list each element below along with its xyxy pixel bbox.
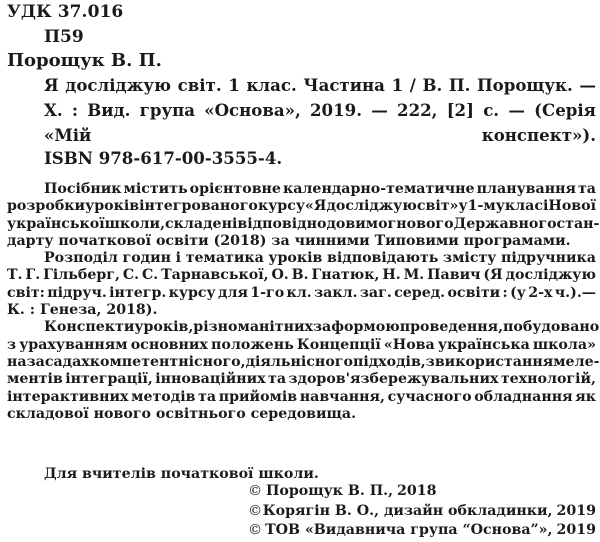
text-line (7, 250, 596, 267)
word: положень (211, 336, 294, 353)
word: уроків, (134, 319, 194, 336)
word: Гнатюк, (311, 267, 380, 284)
word: : (71, 100, 79, 120)
word: побудовано (503, 319, 600, 336)
word: «Основа», (204, 100, 301, 120)
text-line (7, 198, 596, 215)
text-line: складової нового освітнього середовища. (7, 405, 357, 422)
word: уроків (268, 250, 323, 267)
copyright-year: 2018 (397, 483, 437, 499)
biblio-line (44, 123, 596, 148)
word: кл. (286, 284, 312, 301)
word: прийомів (218, 388, 298, 405)
word: В. (422, 75, 443, 95)
word: група (139, 100, 195, 120)
word: курсу (168, 284, 216, 301)
word: Вид. (87, 100, 131, 120)
text-line: К. : Генеза, 2018). (7, 302, 158, 319)
copyright-icon: © (248, 483, 263, 499)
copyright-year: 2019 (556, 522, 596, 538)
text-line (7, 319, 600, 336)
word: проведення, (399, 319, 504, 336)
word: курсу (257, 198, 305, 215)
text-line: дарту початкової освіти (2018) за чинними Типовими програмами. (7, 232, 571, 249)
word: складені (165, 215, 238, 232)
word: містить (123, 181, 188, 197)
word: Я (44, 75, 59, 95)
word: інтегр. (109, 284, 167, 301)
word: урахуванням (19, 336, 128, 353)
text-line (7, 267, 596, 284)
bibliographic-description (44, 73, 596, 148)
word: орієнтовне (189, 181, 281, 197)
word: / (409, 75, 416, 95)
word: інтерактивних (7, 388, 129, 405)
word: сучасного (387, 388, 472, 405)
word: українська (437, 336, 530, 353)
word: Гільберг, (43, 267, 120, 284)
word: освіти (447, 284, 501, 301)
word: Концепції (296, 336, 381, 353)
word: уроків (85, 198, 140, 215)
text-line (7, 285, 596, 302)
word: до (326, 215, 346, 232)
word: використанням (434, 353, 566, 370)
word: (Я (483, 267, 503, 284)
word: підруч. (47, 284, 107, 301)
word: М. (403, 267, 425, 284)
word: для (217, 284, 248, 301)
word: «Мій (44, 125, 92, 145)
word: формою (331, 319, 400, 336)
text-line (7, 353, 600, 371)
word: В. (291, 267, 309, 284)
word: як (575, 388, 596, 405)
word: клас. (246, 75, 297, 95)
word: підходів, (352, 353, 426, 370)
word: Посібник (44, 181, 122, 197)
word: еле- (565, 353, 600, 370)
word: та (268, 371, 287, 388)
word: стан- (556, 215, 600, 232)
annotation-paragraph-2 (7, 250, 596, 319)
word: [2] (446, 100, 474, 120)
word: з (7, 336, 17, 353)
word: Розподіл (44, 250, 118, 267)
word: — (508, 100, 525, 120)
word: класі (504, 198, 549, 215)
word: Павич (427, 267, 481, 284)
word: світ. (177, 75, 222, 95)
word: 1-го (250, 284, 285, 301)
word: — (371, 100, 388, 120)
annotation-paragraph-1 (7, 181, 600, 250)
word: обладнання (474, 388, 573, 405)
word: «Я (304, 198, 327, 215)
word: 2-х (528, 284, 553, 301)
word: навчання, (299, 388, 385, 405)
word: інтеграції, (65, 371, 153, 388)
word: ментів (7, 371, 63, 388)
copyright-holder: ТОВ «Видавнича група “Основа”», (265, 522, 553, 538)
word: Х. (44, 100, 63, 120)
word: 1-му (467, 198, 505, 215)
word: на (7, 353, 27, 370)
copyright-year: 2019 (556, 502, 596, 519)
copyright-block (248, 482, 596, 541)
word: Н. (382, 267, 401, 284)
word: Конспекти (44, 319, 135, 336)
biblio-line (44, 98, 596, 123)
word: П. (448, 75, 471, 95)
word: інтегрованого (139, 198, 258, 215)
copyright-line (248, 482, 596, 502)
word: підручника (500, 250, 596, 267)
word: Нової (548, 198, 596, 215)
word: за (312, 319, 332, 336)
word: С. (122, 267, 140, 284)
word: розробки (7, 198, 86, 215)
word: планування (476, 181, 576, 197)
word: тематика (185, 250, 264, 267)
word: Порощук. (477, 75, 573, 95)
word: : (502, 284, 508, 301)
word: досліджую (326, 198, 417, 215)
word: змісту (443, 250, 497, 267)
word: компетентнісного, (89, 353, 246, 370)
word: «Нова (383, 336, 435, 353)
word: української (7, 215, 105, 232)
word: Тарнавської, (161, 267, 269, 284)
isbn: ISBN 978-617-00-3555-4. (44, 148, 283, 168)
word: діяльнісного (245, 353, 353, 370)
word: годин (122, 250, 172, 267)
word: методів (131, 388, 196, 405)
word: досліджую (505, 267, 596, 284)
text-line (7, 371, 596, 388)
word: світ» (416, 198, 459, 215)
word: відповідно (237, 215, 327, 232)
word: з (425, 353, 435, 370)
copyright-icon: © (248, 522, 263, 538)
copyright-line (248, 502, 596, 522)
word: закл. (314, 284, 358, 301)
udk-code: УДК 37.016 (7, 2, 124, 22)
word: Державного (453, 215, 557, 232)
classification-code: П59 (44, 27, 84, 47)
word: засадах (26, 353, 90, 370)
word: відповідають (327, 250, 439, 267)
word: основних (130, 336, 208, 353)
target-audience: Для вчителів початкової школи. (44, 466, 319, 482)
word: і (175, 250, 182, 267)
word: технологій, (500, 371, 596, 388)
copyright-holder: Корягін В. О., дизайн обкладинки, (262, 502, 553, 519)
word: (Серія (534, 100, 596, 120)
word: нового (396, 215, 454, 232)
word: 222, (397, 100, 438, 120)
word: Г. (25, 267, 41, 284)
word: серед. (394, 284, 446, 301)
word: Т. (7, 267, 23, 284)
word: інноваційних (155, 371, 266, 388)
author-name: Порощук В. П. (7, 50, 162, 71)
word: С. (141, 267, 159, 284)
text-line (7, 337, 596, 354)
word: конспект»). (481, 125, 596, 145)
word: 1 (391, 75, 404, 95)
copyright-line (248, 521, 596, 541)
word: Частина (303, 75, 385, 95)
annotation-paragraph-3 (7, 319, 600, 423)
text-line (7, 389, 596, 406)
biblio-line (44, 73, 596, 98)
word: та (198, 388, 217, 405)
word: (у (510, 284, 526, 301)
text-line (7, 215, 600, 233)
word: здоров'язбережувальних (288, 371, 499, 388)
word: заг. (359, 284, 392, 301)
word: школа» (532, 336, 596, 353)
word: — (579, 75, 596, 95)
copyright-holder: Порощук В. П., (266, 483, 394, 499)
word: у (458, 198, 468, 215)
word: школи, (104, 215, 166, 232)
word: світ: (7, 284, 45, 301)
word: та (577, 181, 596, 197)
word: 2019. (310, 100, 362, 120)
word: досліджую (65, 75, 171, 95)
text-line (7, 181, 596, 198)
word: ч.).— (554, 284, 596, 301)
word: різноманітних (193, 319, 313, 336)
word: вимог (345, 215, 397, 232)
word: 1 (228, 75, 240, 95)
word: с. (483, 100, 500, 120)
copyright-icon: © (248, 502, 263, 519)
word: календарно-тематичне (282, 181, 475, 197)
annotation (7, 181, 600, 423)
word: О. (271, 267, 289, 284)
